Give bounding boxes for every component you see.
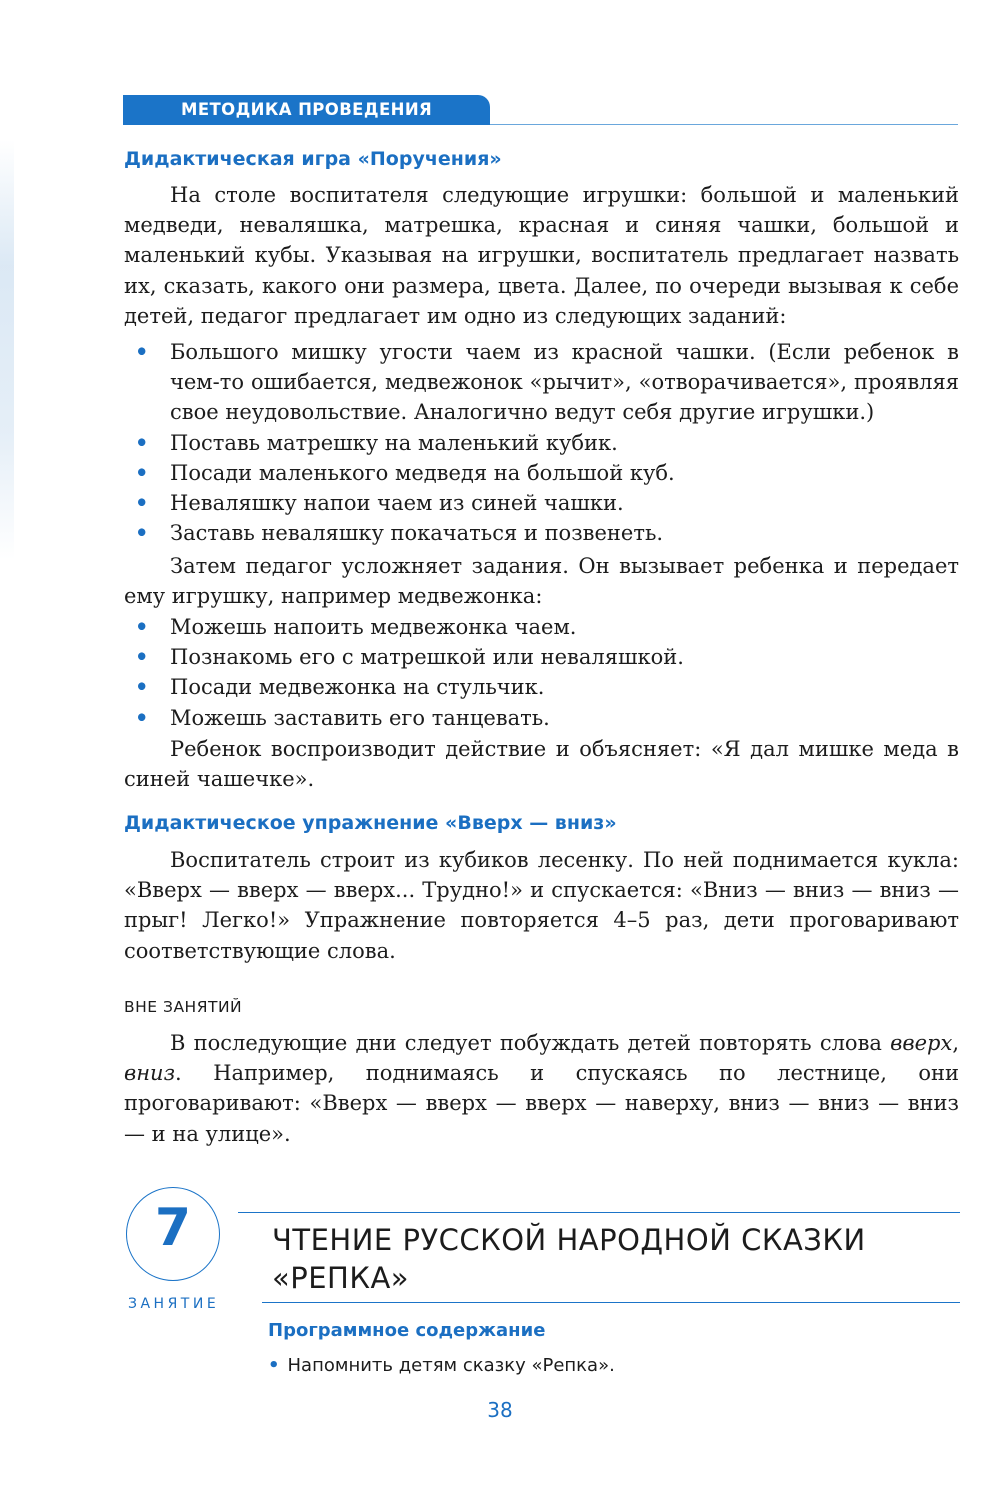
margin-decoration	[0, 140, 14, 560]
section-banner-label: МЕТОДИКА ПРОВЕДЕНИЯ	[181, 100, 433, 119]
game-title: Дидактическая игра «Поручения»	[124, 148, 502, 170]
lesson-bottom-rule	[262, 1302, 960, 1303]
page-number: 38	[487, 1398, 513, 1422]
bullet-icon: •	[135, 644, 149, 670]
section-banner	[123, 95, 490, 125]
content-heading: Программное содержание	[268, 1320, 546, 1341]
list-item: • Можешь напоить медвежонка чаем.	[124, 612, 959, 642]
list-item: • Познакомь его с матрешкой или неваляшкой.	[124, 642, 959, 672]
banner-rule	[490, 124, 958, 125]
bullet-icon: •	[135, 459, 149, 485]
list-item: • Посади медвежонка на стульчик.	[124, 672, 959, 702]
outside-text: В последующие дни следует побуждать детей повторять слова вверх, вниз. Например, поднимаясь и спускаясь по лестнице, они проговаривают: «Вверх — вверх — вверх — наверху, вниз — вниз — вниз — и на улице».	[124, 1031, 959, 1146]
exercise-text: Воспитатель строит из кубиков лесенку. По ней поднимается кукла: «Вверх — вверх — вверх... Трудно!» и спускается: «Вниз — вниз — вниз — прыг! Легко!» Упражнение повторяется 4–5 раз, дети проговаривают соответствующие слова.	[124, 848, 959, 963]
bullet-icon: •	[135, 490, 149, 516]
game-intro: На столе воспитателя следующие игрушки: большой и маленький медведи, неваляшка, матрешка, красная и синяя чашки, большой и маленький кубы. Указывая на игрушки, воспитатель предлагает назвать их, сказать, какого они размера, цвета. Далее, по очереди вызывая к себе детей, педагог предлагает им одно из следующих заданий:	[124, 183, 959, 328]
task-list-2	[124, 612, 959, 733]
bullet-icon: •	[268, 1355, 280, 1376]
bullet-icon: •	[135, 339, 149, 364]
list-item: • Можешь заставить его танцевать.	[124, 703, 959, 733]
lesson-title: ЧТЕНИЕ РУССКОЙ НАРОДНОЙ СКАЗКИ «РЕПКА»	[272, 1223, 866, 1295]
bullet-icon: •	[135, 674, 149, 700]
bullet-icon: •	[135, 429, 149, 455]
lesson-top-rule	[238, 1212, 960, 1213]
list-item: • Неваляшку напои чаем из синей чашки.	[124, 488, 959, 518]
bullet-icon: •	[135, 704, 149, 730]
lesson-number: 7	[154, 1198, 192, 1258]
list-item: • Посади маленького медведя на большой куб.	[124, 458, 959, 488]
list-item: • Заставь неваляшку покачаться и позвенеть.	[124, 518, 959, 548]
list-item: • Большого мишку угости чаем из красной чашки. (Если ребенок в чем-то ошибается, медвежонок «рычит», «отворачивается», проявляя свое неудовольствие. Аналогично ведут себя другие игрушки.)	[135, 339, 959, 425]
game-outro: Ребенок воспроизводит действие и объясняет: «Я дал мишке меда в синей чашечке».	[124, 737, 959, 792]
exercise-title: Дидактическое упражнение «Вверх — вниз»	[124, 812, 617, 834]
bullet-icon: •	[135, 614, 149, 639]
lesson-label: ЗАНЯТИЕ	[128, 1296, 220, 1312]
list-item: • Поставь матрешку на маленький кубик.	[124, 428, 959, 458]
task-list	[124, 337, 959, 548]
bullet-icon: •	[135, 520, 149, 546]
outside-label: ВНЕ ЗАНЯТИЙ	[124, 998, 243, 1016]
lesson-number-badge	[126, 1187, 220, 1281]
game-middle: Затем педагог усложняет задания. Он вызывает ребенка и передает ему игрушку, например медвежонка:	[124, 554, 959, 609]
content-bullet: • Напомнить детям сказку «Репка».	[268, 1355, 615, 1376]
